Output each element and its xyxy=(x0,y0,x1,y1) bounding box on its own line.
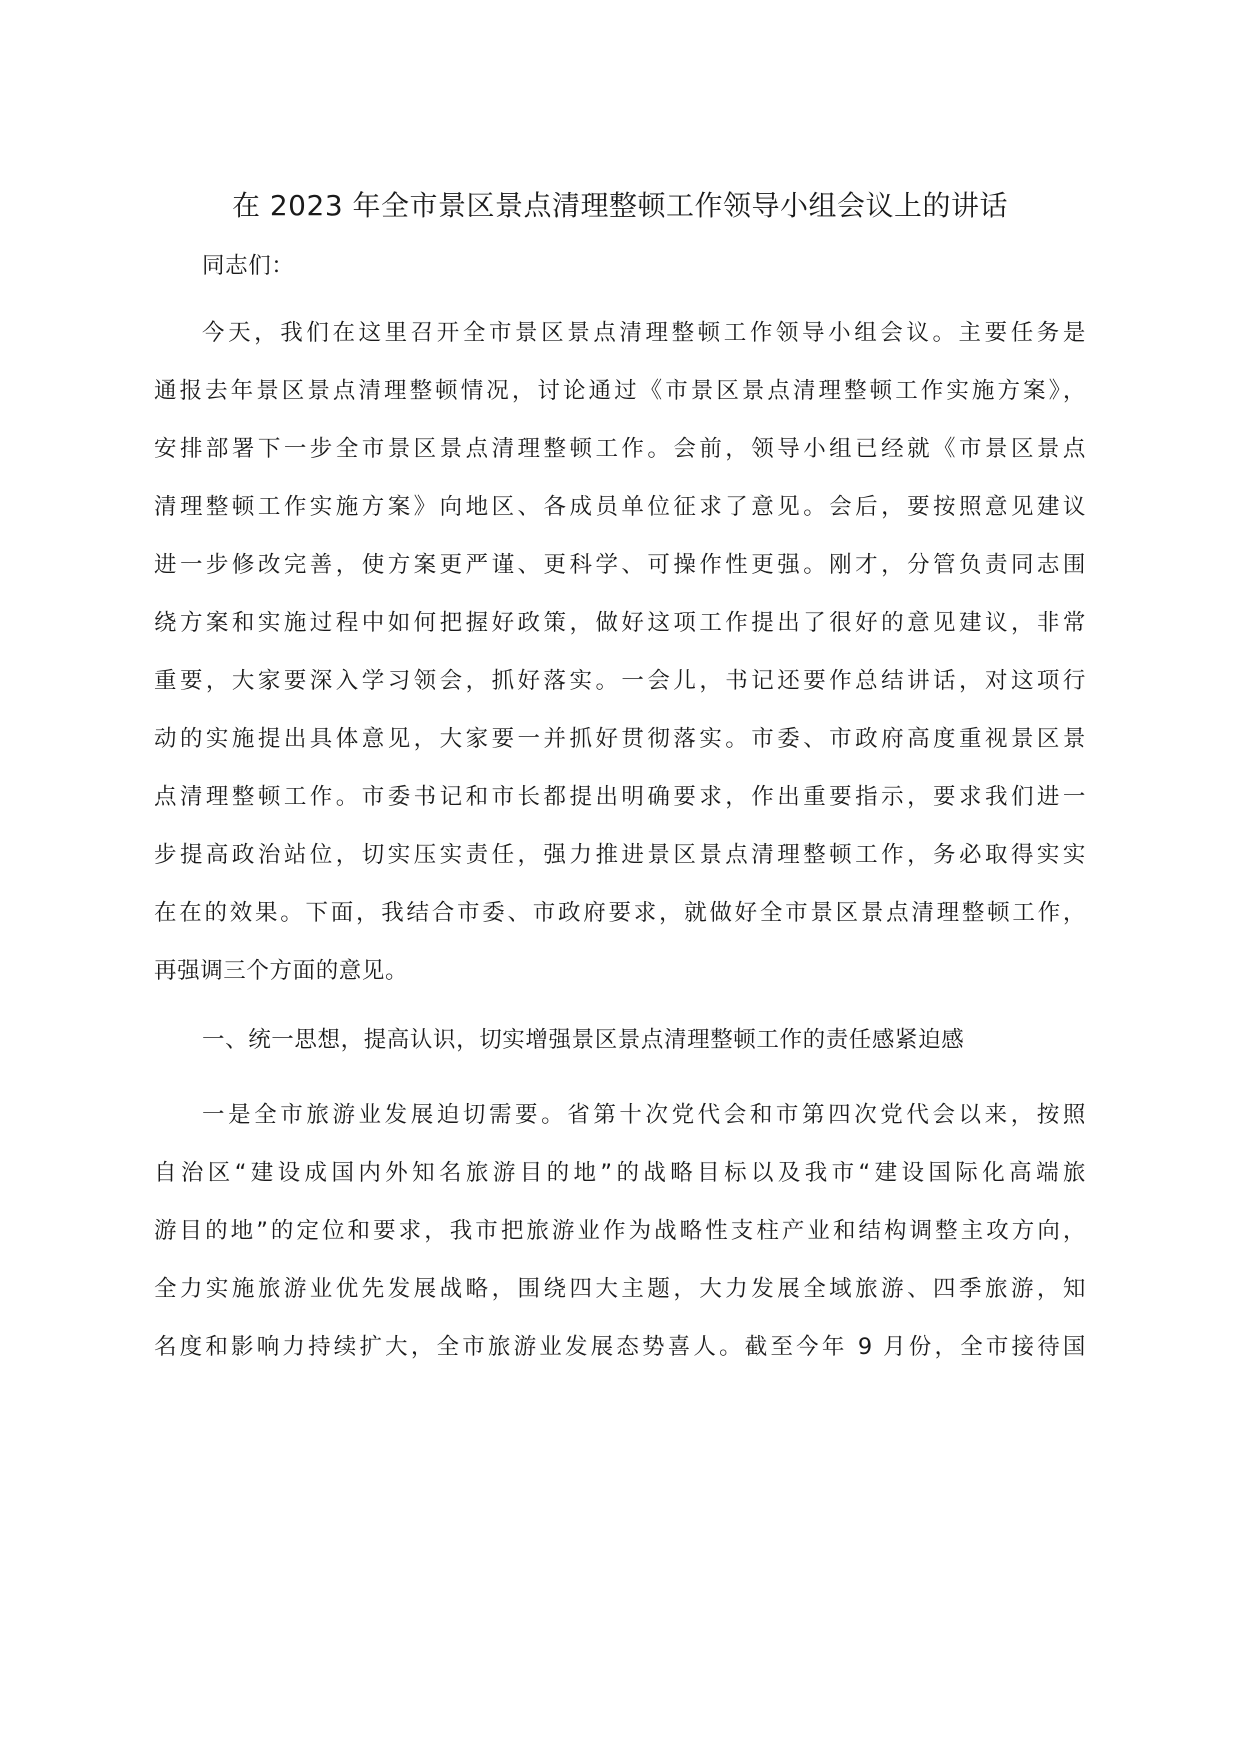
paragraph-line: 自治区“建设成国内外知名旅游目的地”的战略目标以及我市“建设国际化高端旅 xyxy=(154,1160,1086,1186)
paragraph-line: 名度和影响力持续扩大，全市旅游业发展态势喜人。截至今年 9 月份，全市接待国 xyxy=(154,1334,1086,1360)
paragraph-line: 重要，大家要深入学习领会，抓好落实。一会儿，书记还要作总结讲话，对这项行 xyxy=(154,668,1086,694)
paragraph-line: 动的实施提出具体意见，大家要一并抓好贯彻落实。市委、市政府高度重视景区景 xyxy=(154,726,1086,752)
paragraph-line: 全力实施旅游业优先发展战略，围绕四大主题，大力发展全域旅游、四季旅游，知 xyxy=(154,1276,1086,1302)
paragraph-line: 在在的效果。下面，我结合市委、市政府要求，就做好全市景区景点清理整顿工作， xyxy=(154,900,1086,926)
paragraph-line: 一是全市旅游业发展迫切需要。省第十次党代会和市第四次党代会以来，按照 xyxy=(202,1102,1086,1128)
section-heading: 一、统一思想，提高认识，切实增强景区景点清理整顿工作的责任感紧迫感 xyxy=(202,1027,965,1053)
paragraph-line: 游目的地”的定位和要求，我市把旅游业作为战略性支柱产业和结构调整主攻方向， xyxy=(154,1218,1086,1244)
paragraph-line: 今天，我们在这里召开全市景区景点清理整顿工作领导小组会议。主要任务是 xyxy=(202,320,1086,346)
salutation: 同志们： xyxy=(202,253,295,279)
paragraph-line: 清理整顿工作实施方案》向地区、各成员单位征求了意见。会后，要按照意见建议 xyxy=(154,494,1086,520)
paragraph-line: 进一步修改完善，使方案更严谨、更科学、可操作性更强。刚才，分管负责同志围 xyxy=(154,552,1086,578)
paragraph-line: 通报去年景区景点清理整顿情况，讨论通过《市景区景点清理整顿工作实施方案》， xyxy=(154,378,1086,404)
paragraph-line: 点清理整顿工作。市委书记和市长都提出明确要求，作出重要指示，要求我们进一 xyxy=(154,784,1086,810)
paragraph-line: 步提高政治站位，切实压实责任，强力推进景区景点清理整顿工作，务必取得实实 xyxy=(154,842,1086,868)
document-title: 在 2023 年全市景区景点清理整顿工作领导小组会议上的讲话 xyxy=(231,189,1009,222)
paragraph-line: 再强调三个方面的意见。 xyxy=(154,958,409,984)
paragraph-line: 绕方案和实施过程中如何把握好政策，做好这项工作提出了很好的意见建议，非常 xyxy=(154,610,1086,636)
paragraph-line: 安排部署下一步全市景区景点清理整顿工作。会前，领导小组已经就《市景区景点 xyxy=(154,436,1086,462)
